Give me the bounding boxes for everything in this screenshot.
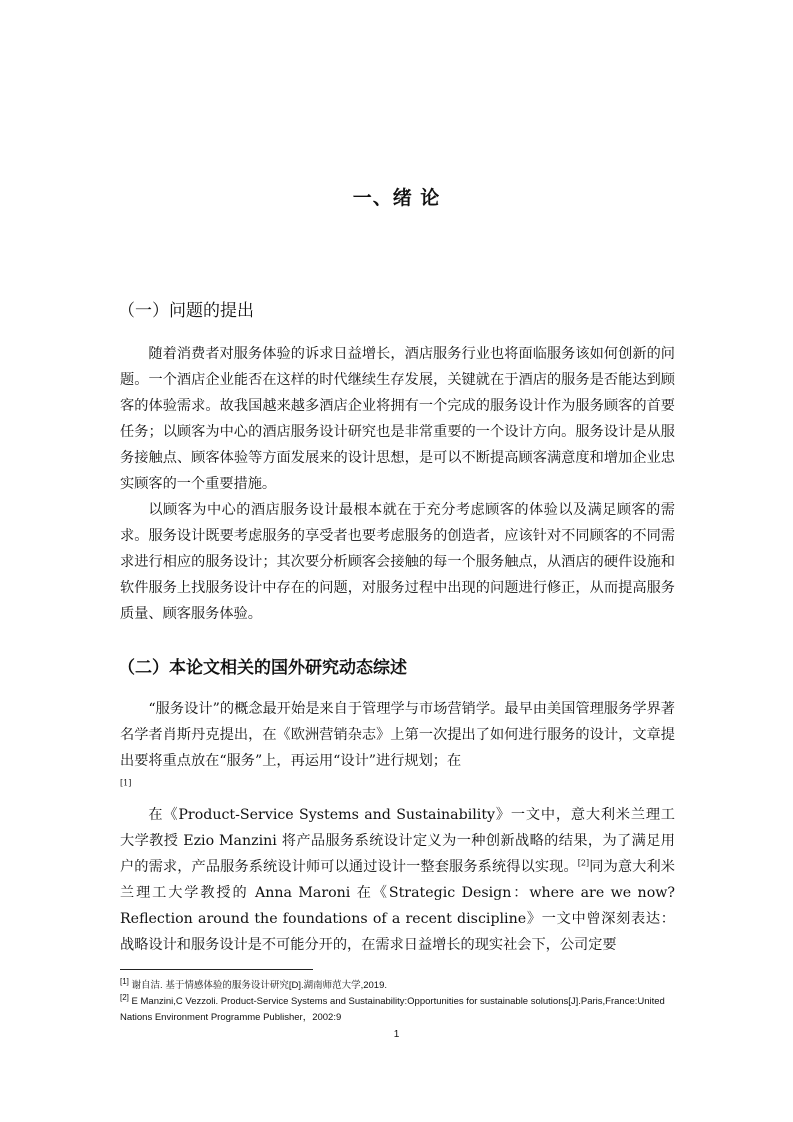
footnote-text: E Manzini,C Vezzoli. Product-Service Systems and Sustainability:Opportunities for sustainable solutions[J].Paris,France:United Nations Environment Programme Publisher，2002:9 xyxy=(120,996,665,1023)
paragraph xyxy=(120,802,675,958)
paragraph-text: 在《Product-Service Systems and Sustainability》一文中，意大利米兰理工大学教授 Ezio Manzini 将产品服务系统设计定义为一种创新战略的结果，为了满足用户的需求，产品服务系统设计师可以通过设计一整套服务系统得以实现。 xyxy=(120,807,675,875)
footnote-2 xyxy=(120,994,680,1026)
paragraph: 随着消费者对服务体验的诉求日益增长，酒店服务行业也将面临服务该如何创新的问题。一个酒店企业能否在这样的时代继续生存发展，关键就在于酒店的服务是否能达到顾客的体验需求。故我国越来越多酒店企业将拥有一个完成的服务设计作为服务顾客的首要任务；以顾客为中心的酒店服务设计研究也是非常重要的一个设计方向。服务设计是从服务接触点、顾客体验等方面发展来的设计思想，是可以不断提高顾客满意度和增加企业忠实顾客的一个重要措施。 xyxy=(120,346,675,492)
footnote-mark: [2] xyxy=(120,992,129,1002)
paragraph-text: 同为意大利米兰理工大学教授的 Anna Maroni 在《Strategic Design：where are we now? Reflection around the foundations of a recent discipline》一文中曾深刻表达：战略设计和服务设计是不可能分开的，在需求日益增长的现实社会下，公司定要 xyxy=(120,859,675,953)
section-heading-1: （一）问题的提出 xyxy=(118,301,254,321)
chapter-title: 一、绪 论 xyxy=(352,187,441,209)
footnote-ref-1[interactable]: [1] xyxy=(120,778,132,788)
footnote-text: 谢自洁. 基于情感体验的服务设计研究[D].湖南师范大学,2019. xyxy=(128,980,388,991)
footnote-ref-2[interactable]: [2] xyxy=(577,858,590,868)
paragraph-text: “服务设计”的概念最开始是来自于管理学与市场营销学。最早由美国管理服务学界著名学者肖斯丹克提出，在《欧洲营销杂志》上第一次提出了如何进行服务的设计，文章提出要将重点放在“服务”上，再运用“设计”进行规划；在 xyxy=(120,701,675,769)
paragraph xyxy=(120,696,675,800)
paragraph: 以顾客为中心的酒店服务设计最根本就在于充分考虑顾客的体验以及满足顾客的需求。服务设计既要考虑服务的享受者也要考虑服务的创造者，应该针对不同顾客的不同需求进行相应的服务设计；其次要分析顾客会接触的每一个服务触点，从酒店的硬件设施和软件服务上找服务设计中存在的问题，对服务过程中出现的问题进行修正，从而提高服务质量、顾客服务体验。 xyxy=(120,502,675,622)
page-number: 1 xyxy=(393,1029,400,1040)
footnote-1 xyxy=(120,978,680,994)
footnote-mark: [1] xyxy=(120,976,129,986)
section-heading-2: （二）本论文相关的国外研究动态综述 xyxy=(118,658,407,678)
footnote-divider xyxy=(120,969,313,970)
